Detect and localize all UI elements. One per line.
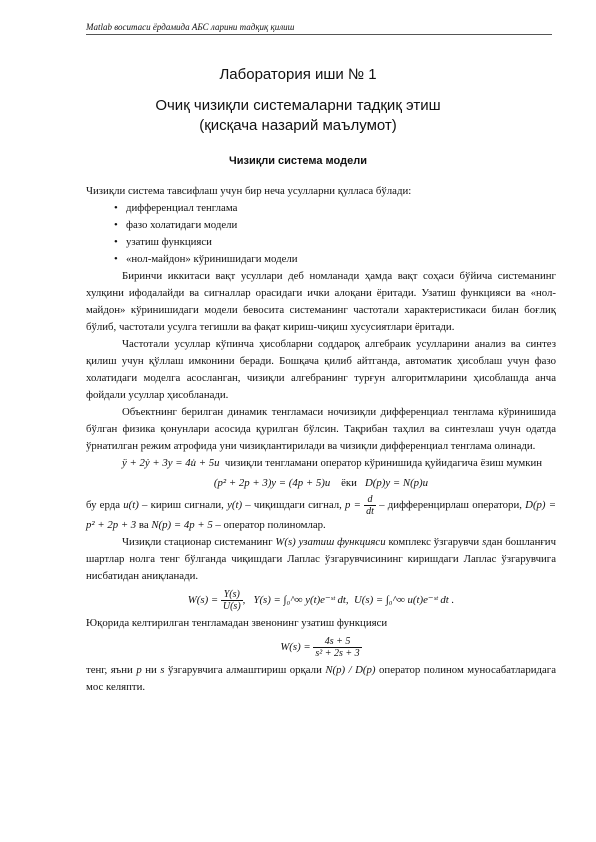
d-denominator: dt [366,506,374,517]
where-text-3: – чиқишдаги сигнал, [245,498,342,511]
equation-4 [86,632,556,662]
equation-1: ÿ + 2ẏ + 3y = 4u̇ + 5u [122,457,220,469]
eq3-denominator: U(s) [222,601,241,613]
running-header: Matlab воситаси ёрдамида АБС ларини тадқиқ қилиш [86,22,552,35]
equation-2b: D(p)y = N(p)u [365,477,429,489]
s-symbol-2: s [160,664,165,676]
paragraph-6 [86,662,556,696]
equation-2-or: ёки [341,477,357,489]
equation-3: W(s) = $\frac{Y(s)}{U(s)}$ , Y(s) = ∫₀^∞ y(t)e⁻ˢᵗ dt, U(s) = ∫₀^∞ u(t)e⁻ˢᵗ dt . [187,589,455,613]
paragraph-1: Биринчи иккитаси вақт усуллари деб номланади ҳамда вақт соҳаси бўйича системанинг хулқини ифодалайди ва сигналлар орасидаги ички алоқани ёритади. Узатиш функцияси ва «нол-майдон» кўринишидаги модели бевосита системанинг частотали характеристикаси билан боғлиқ бўлиб, частотали усулга тегишли ва фақат кириш-чиқиш хусусиятлари ёритади. [86,270,556,333]
para4-term: узатиш функцияси [298,536,386,548]
eq3-W: W(s) = [187,594,219,606]
operators-text-2: – оператор полиномлар. [215,519,326,531]
list-item: • узатиш функцияси [86,234,556,251]
page-subtitle [0,96,596,136]
equation-2 [86,472,556,494]
subtitle-line-2: (қисқача назарий маълумот) [199,117,397,134]
equation-1-text: чизиқли тенгламани оператор кўринишида қуйидагича ёзиш мумкин [224,457,543,469]
eq4-numerator: 4s + 5 [313,636,361,648]
eq3-U-integral: U(s) = ∫₀^∞ u(t)e⁻ˢᵗ dt . [353,594,455,606]
body-text [86,183,556,696]
para6-text-c: ўзгарувчига алмаштириш орқали [167,664,322,676]
s-symbol: s [482,536,487,548]
equation-1-line [86,455,556,472]
list-item: • фазо холатидаги модели [86,217,556,234]
equation-2a: (p² + 2p + 3)y = (4p + 5)u [213,477,331,489]
paragraph-2: Частотали усуллар кўпинча ҳисобларни соддароқ алгебраик усулларини анализ ва синтез қилиш учун қўллаш имконини беради. Бошқача қилиб айтганда, автоматик ҳисоблаш учун фазо холатидаги моделга асосланган, чизиқли алгебранинг турғун алгоритмларини ҳисоблашда анча фойдали усуллар ҳисобланади. [86,338,556,401]
where-text-4: – дифференцирлаш [379,498,469,511]
where-text-1: бу ерда [86,498,121,511]
para6-text-d: оператор полином [379,664,464,676]
Np-Dp-ratio: N(p) / D(p) [325,664,376,676]
bullet-list [86,200,556,268]
page-title: Лаборатория иши № 1 [219,66,377,83]
W-s-symbol: W(s) [275,536,296,548]
paragraph-4 [86,534,556,585]
paragraph-3: Объектнинг берилган динамик тенгламаси ночизиқли дифференциал тенглама кўринишида бўлган физика қонунлари асосида қурилган бўлсин. Тақрибан таҳлил ва синтезлаш учун одатда ўрнатилган режим атрофида уни чизиқлантирилади ва чизиқли дифференциал тенглама олинади. [86,406,556,452]
eq3-fraction [221,589,243,612]
p-symbol: p [136,664,142,676]
paragraph-5: Юқорида келтирилган тенгламадан звенонинг узатиш функцияси [86,617,388,629]
para4-text-d: дан бошланғич шартлар нолга тенг бўлганда чиқишдаги Лаплас ўзгарувчисининг киришдаги Лаплас ўзгарувчига нисбатидан аниқланади. [86,536,556,582]
para4-text-a: Чизиқли стационар системанинг [122,536,273,548]
eq4-W: W(s) = [280,641,311,653]
para6-text-e: муносабатларидага мос келяпти. [86,664,557,693]
list-item: • дифференциал тенглама [86,200,556,217]
para6-text-b: ни [145,664,157,676]
subtitle-line-1: Очиқ чизиқли системаларни тадқиқ этиш [155,97,441,114]
D-p-formula: D(p) = p² + 2p + 3 [86,498,557,531]
list-item: • «нол-майдон» кўринишидаги модели [86,251,556,268]
where-text-2: – кириш сигнали, [142,498,224,511]
para6-text-a: тенг, яъни [86,664,133,676]
d-dt-fraction [364,494,376,517]
N-p-formula: N(p) = 4p + 5 [151,519,213,531]
eq4-fraction [313,636,361,659]
where-line [86,494,556,534]
operators-and: ва [138,519,149,531]
para4-text-c: комплекс ўзгарувчи [388,536,480,548]
section-title: Чизиқли система модели [229,155,367,167]
operators-text-1: оператори, [472,498,522,511]
d-numerator: d [364,494,376,506]
y-t-symbol: y(t) [227,498,243,511]
u-t-symbol: u(t) [123,498,139,511]
eq3-numerator: Y(s) [221,589,243,601]
eq4-denominator: s² + 2s + 3 [315,648,360,660]
intro-paragraph: Чизиқли система тавсифлаш учун бир неча усулларни қулласа бўлади: [86,185,412,197]
p-eq-symbol: p = [345,498,361,511]
eq3-Y-integral: Y(s) = ∫₀^∞ y(t)e⁻ˢᵗ dt, [253,594,349,606]
